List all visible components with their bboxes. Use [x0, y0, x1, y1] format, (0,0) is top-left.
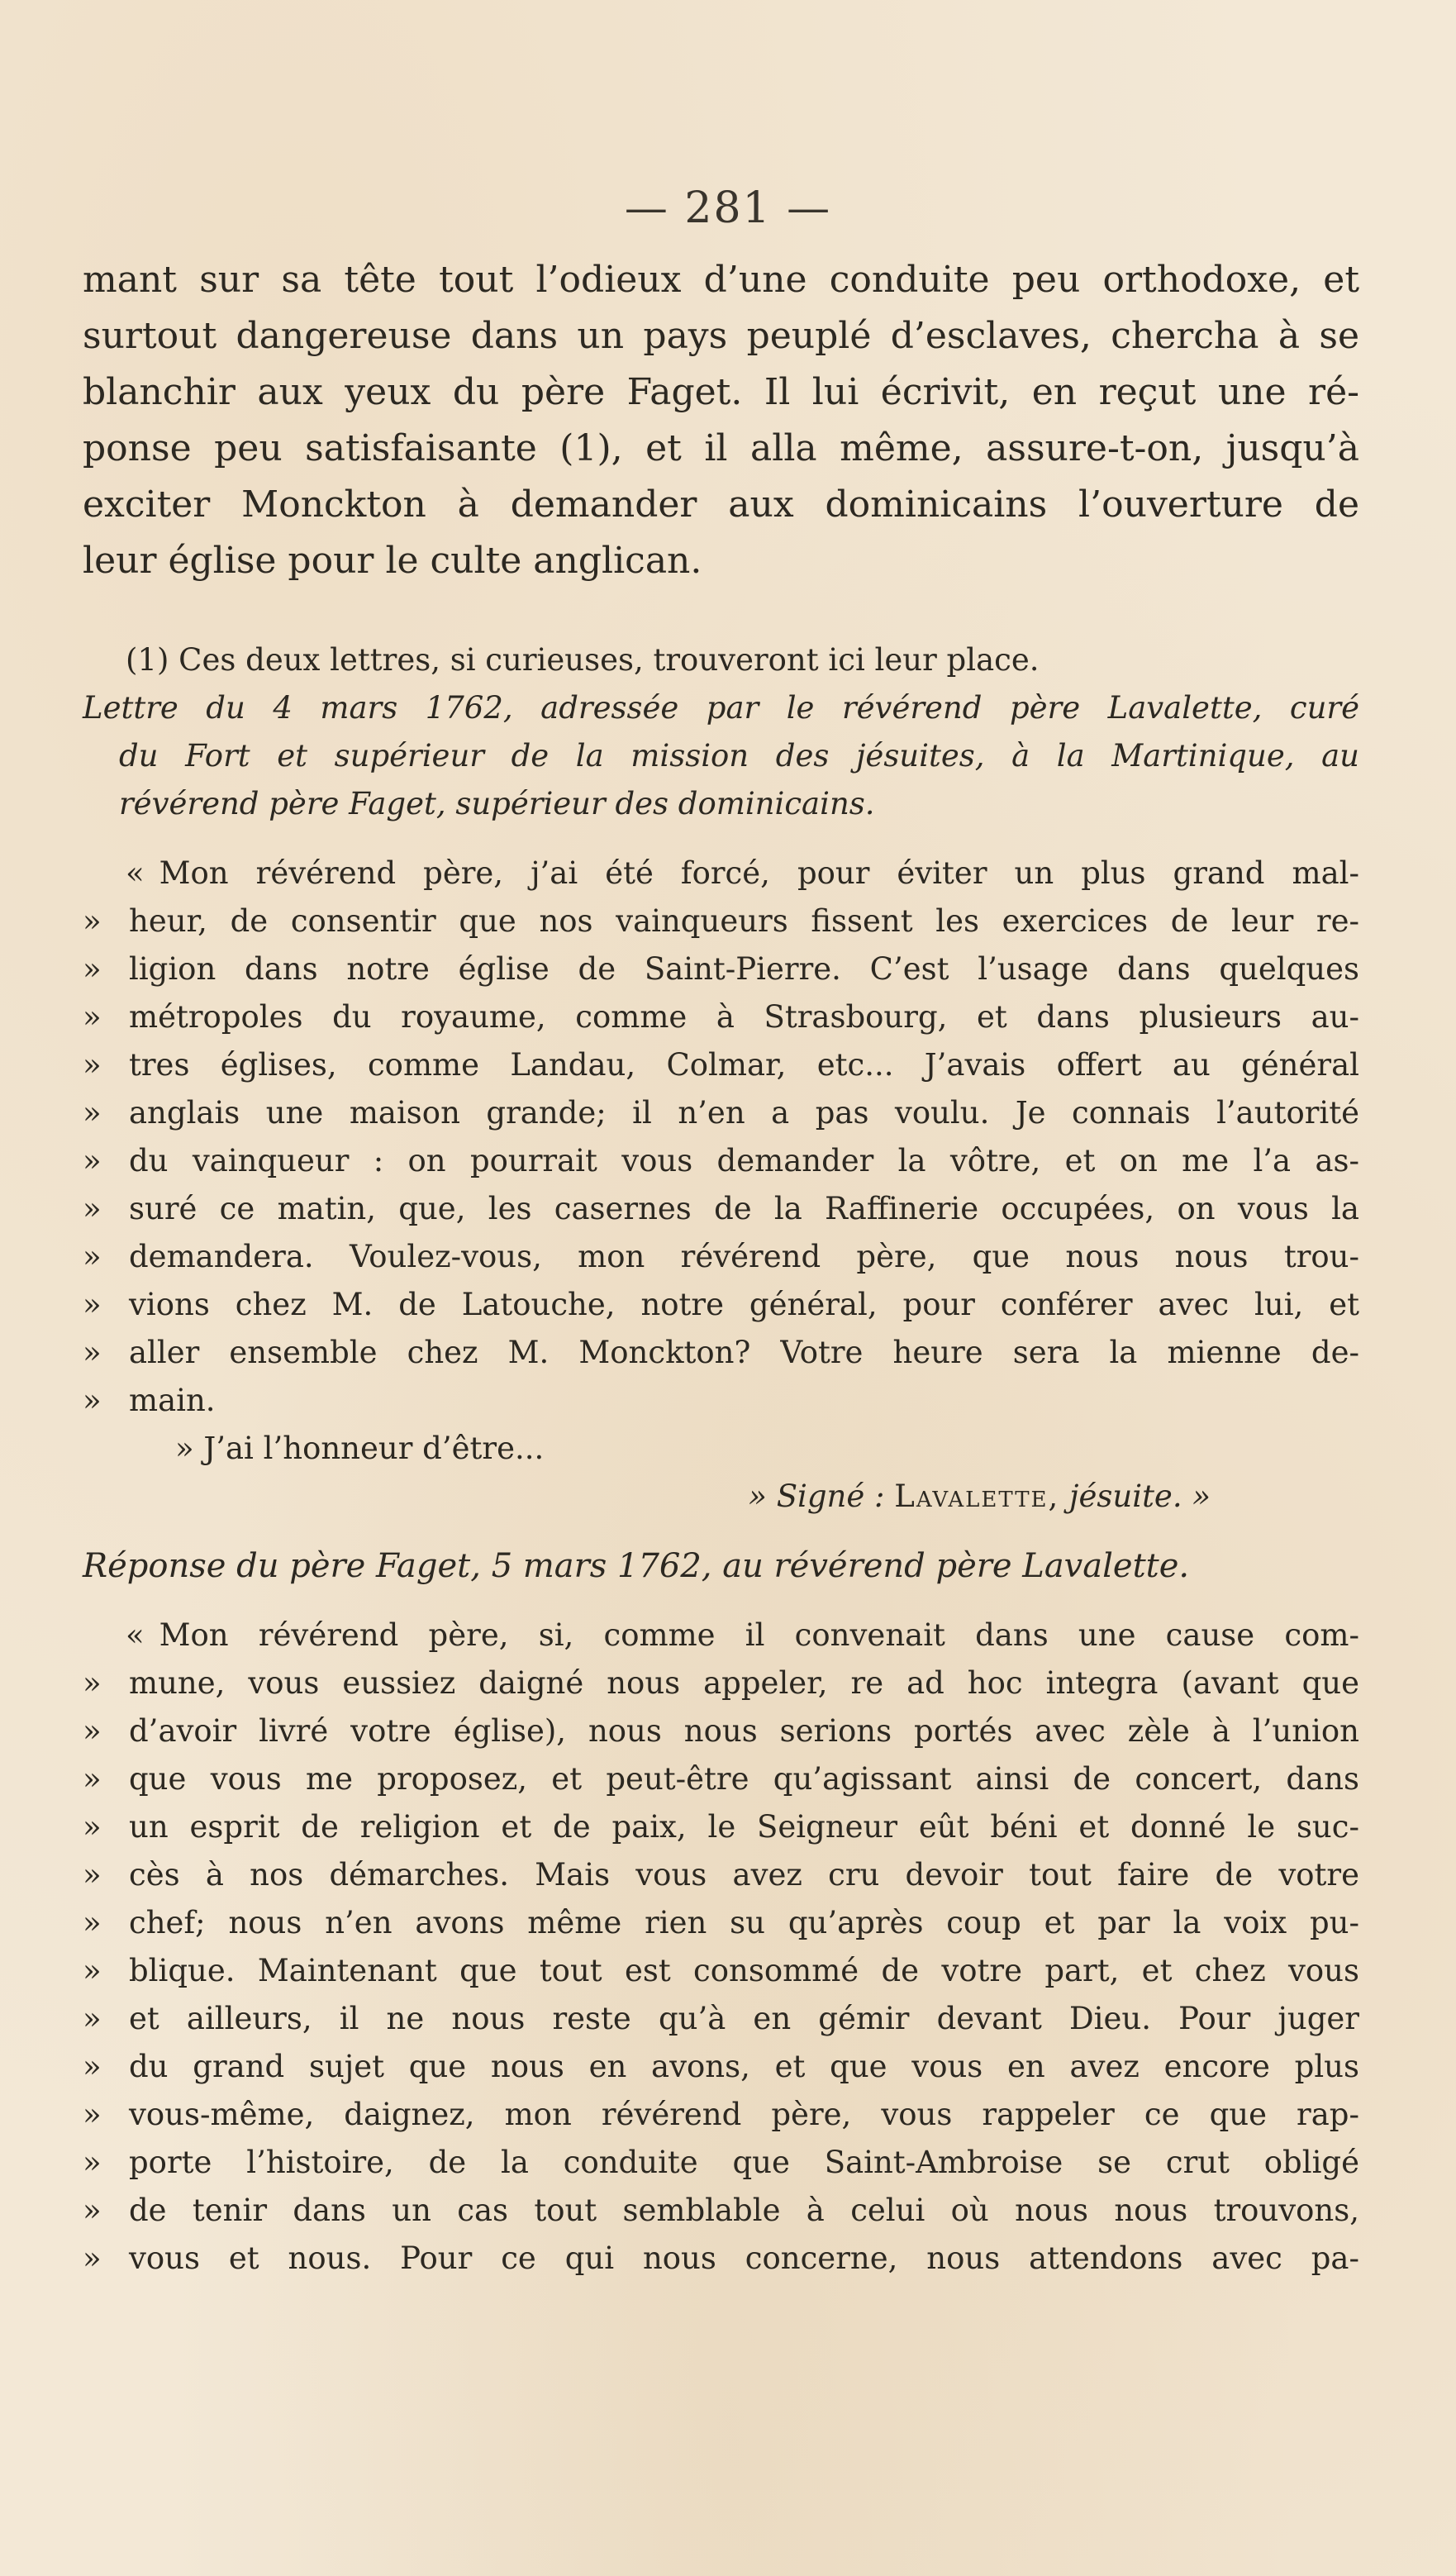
continuation-quote: »	[83, 1953, 102, 1988]
letter-text: suré ce matin, que, les casernes de la Raffinerie occupées, on vous la	[129, 1191, 1359, 1226]
letter-text: porte l’histoire, de la conduite que Saint-Ambroise se crut obligé	[129, 2145, 1359, 2180]
letter-line	[83, 1995, 1359, 2043]
letter-2-heading: Réponse du père Faget, 5 mars 1762, au révérend père Lavalette.	[83, 1547, 1190, 1585]
main-text-line: mant sur sa tête tout l’odieux d’une conduite peu orthodoxe, et	[83, 259, 1359, 301]
footnote-intro: (1) Ces deux lettres, si curieuses, trouveront ici leur place.	[126, 642, 1040, 678]
letter-1-body	[83, 850, 1359, 1521]
continuation-quote: »	[83, 951, 102, 987]
letter-line	[83, 1041, 1359, 1089]
continuation-quote: »	[83, 2001, 102, 2036]
letter-text: un esprit de religion et de paix, le Seigneur eût béni et donné le suc-	[129, 1809, 1359, 1845]
spacer	[83, 1521, 1359, 1542]
signature-role: jésuite. »	[1069, 1478, 1211, 1514]
letter-line	[83, 1659, 1359, 1707]
letter-text: main.	[129, 1383, 216, 1418]
letter-2-body	[83, 1612, 1359, 2283]
footnote	[83, 636, 1359, 2283]
letter-text: Mon révérend père, si, comme il convenait dans une cause com-	[159, 1617, 1359, 1653]
letter-1-heading-line: du Fort et supérieur de la mission des jésuites, à la Martinique, au	[119, 738, 1359, 774]
letter-line	[83, 1755, 1359, 1803]
letter-text: vous-même, daignez, mon révérend père, vous rappeler ce que rap-	[129, 2097, 1359, 2132]
letter-line	[83, 1185, 1359, 1233]
continuation-quote: »	[83, 1761, 102, 1797]
letter-1-heading	[83, 684, 1359, 828]
letter-line	[83, 1947, 1359, 1995]
letter-line	[83, 2091, 1359, 2139]
letter-text: blique. Maintenant que tout est consommé de votre part, et chez vous	[129, 1953, 1359, 1988]
letter-text: demandera. Voulez-vous, mon révérend père, que nous nous trou-	[129, 1239, 1359, 1274]
letter-line	[83, 2187, 1359, 2235]
letter-text: du vainqueur : on pourrait vous demander la vôtre, et on me l’a as-	[129, 1143, 1359, 1178]
continuation-quote: »	[83, 1383, 102, 1418]
letter-closing: » J’ai l’honneur d’être...	[175, 1431, 545, 1466]
letter-text: que vous me proposez, et peut-être qu’agissant ainsi de concert, dans	[129, 1761, 1359, 1797]
continuation-quote: »	[83, 1665, 102, 1701]
letter-text: mune, vous eussiez daigné nous appeler, re ad hoc integra (avant que	[129, 1665, 1359, 1701]
main-text-line: surtout dangereuse dans un pays peuplé d’esclaves, chercha à se	[83, 315, 1359, 357]
letter-text: et ailleurs, il ne nous reste qu’à en gémir devant Dieu. Pour juger	[129, 2001, 1359, 2036]
continuation-quote: »	[83, 1047, 102, 1083]
letter-text: aller ensemble chez M. Monckton? Votre heure sera la mienne de-	[129, 1335, 1359, 1370]
letter-line	[83, 2235, 1359, 2283]
main-text-line: ponse peu satisfaisante (1), et il alla même, assure-t-on, jusqu’à	[83, 427, 1359, 469]
continuation-quote: »	[83, 1857, 102, 1893]
main-text-line: exciter Monckton à demander aux dominicains l’ouverture de	[83, 483, 1359, 526]
continuation-quote: »	[83, 2240, 102, 2276]
letter-text: du grand sujet que nous en avons, et que vous en avez encore plus	[129, 2049, 1359, 2084]
letter-text: vions chez M. de Latouche, notre général, pour conférer avec lui, et	[129, 1287, 1359, 1322]
continuation-quote: »	[83, 1809, 102, 1845]
main-text-line: blanchir aux yeux du père Faget. Il lui écrivit, en reçut une ré-	[83, 371, 1359, 413]
letter-1-heading-line: révérend père Faget, supérieur des dominicains.	[119, 786, 875, 821]
letter-signature	[83, 1473, 1359, 1521]
continuation-quote: »	[83, 1713, 102, 1749]
continuation-quote: »	[83, 2145, 102, 2180]
letter-line	[83, 850, 1359, 898]
letter-text: heur, de consentir que nos vainqueurs fissent les exercices de leur re-	[129, 903, 1359, 939]
letter-line	[83, 2139, 1359, 2187]
letter-text: vous et nous. Pour ce qui nous concerne, nous attendons avec pa-	[129, 2240, 1359, 2276]
continuation-quote: »	[83, 2193, 102, 2228]
letter-line	[83, 1377, 1359, 1425]
letter-text: métropoles du royaume, comme à Strasbourg, et dans plusieurs au-	[129, 999, 1359, 1035]
continuation-quote: »	[83, 2049, 102, 2084]
letter-line	[83, 1899, 1359, 1947]
continuation-quote: »	[83, 1239, 102, 1274]
letter-line	[83, 1281, 1359, 1329]
continuation-quote: »	[83, 1095, 102, 1131]
letter-text: anglais une maison grande; il n’en a pas voulu. Je connais l’autorité	[129, 1095, 1359, 1131]
letter-line	[83, 1233, 1359, 1281]
signature-label: » Signé :	[748, 1478, 885, 1514]
continuation-quote: »	[83, 1191, 102, 1226]
letter-text: Mon révérend père, j’ai été forcé, pour éviter un plus grand mal-	[159, 855, 1359, 891]
continuation-quote: »	[83, 903, 102, 939]
spacer	[83, 828, 1359, 850]
letter-line	[83, 1137, 1359, 1185]
continuation-quote: »	[83, 1335, 102, 1370]
page-number: — 281 —	[624, 183, 832, 233]
continuation-quote: »	[83, 1287, 102, 1322]
letter-text: de tenir dans un cas tout semblable à celui où nous nous trouvons,	[129, 2193, 1359, 2228]
letter-line	[83, 898, 1359, 945]
letter-line	[83, 945, 1359, 993]
spacer	[83, 1590, 1359, 1612]
letter-text: tres églises, comme Landau, Colmar, etc... J’avais offert au général	[129, 1047, 1359, 1083]
letter-text: chef; nous n’en avons même rien su qu’après coup et par la voix pu-	[129, 1905, 1359, 1940]
letter-line	[83, 1707, 1359, 1755]
letter-line	[83, 1851, 1359, 1899]
continuation-quote: »	[83, 1905, 102, 1940]
signature-name: Lavalette,	[894, 1478, 1060, 1514]
letter-line	[83, 2043, 1359, 2091]
letter-line	[83, 1803, 1359, 1851]
letter-line	[83, 1089, 1359, 1137]
continuation-quote: »	[83, 2097, 102, 2132]
letter-text: d’avoir livré votre église), nous nous serions portés avec zèle à l’union	[129, 1713, 1359, 1749]
continuation-quote: »	[83, 999, 102, 1035]
letter-1-heading-line: Lettre du 4 mars 1762, adressée par le révérend père Lavalette, curé	[83, 690, 1359, 726]
letter-text: cès à nos démarches. Mais vous avez cru devoir tout faire de votre	[129, 1857, 1359, 1893]
continuation-quote: »	[83, 1143, 102, 1178]
letter-text: ligion dans notre église de Saint-Pierre. C’est l’usage dans quelques	[129, 951, 1359, 987]
letter-line	[83, 1612, 1359, 1659]
main-text-line: leur église pour le culte anglican.	[83, 540, 702, 582]
open-quote: «	[126, 1617, 145, 1653]
letter-line	[83, 1329, 1359, 1377]
open-quote: «	[126, 855, 145, 891]
letter-line	[83, 993, 1359, 1041]
main-paragraph	[83, 252, 1359, 589]
